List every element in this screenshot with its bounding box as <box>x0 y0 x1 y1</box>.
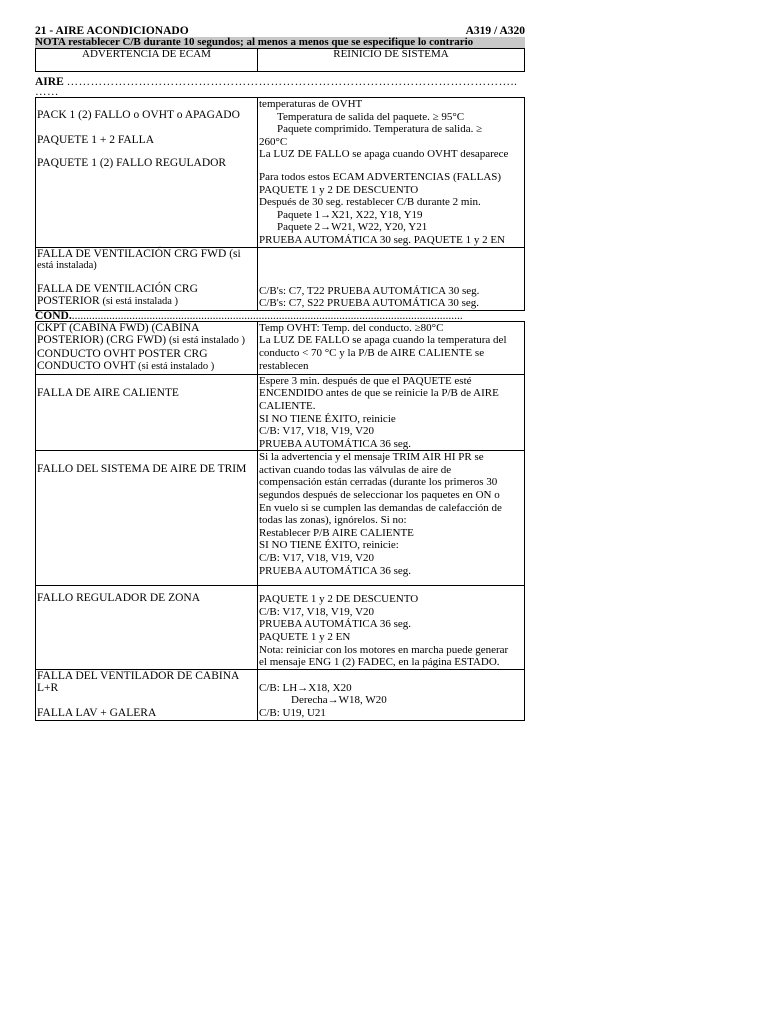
procedure-line: segundos después de seleccionar los paquetes en ON o <box>259 489 500 502</box>
table-row <box>36 321 525 374</box>
table-row <box>36 586 525 670</box>
warning-line: FALLO REGULADOR DE ZONA <box>37 592 201 605</box>
procedure-line: C/B's: C7, S22 PRUEBA AUTOMÁTICA 30 seg. <box>259 297 479 310</box>
procedure-line: PRUEBA AUTOMÁTICA 30 seg. PAQUETE 1 y 2 EN <box>259 233 505 246</box>
column-header-ecam: ADVERTENCIA DE ECAM <box>36 49 258 72</box>
warning-line: CKPT (CABINA FWD) (CABINA <box>37 321 200 334</box>
warning-line: FALLA DEL VENTILADOR DE CABINA <box>37 669 240 682</box>
warning-line: PAQUETE 1 (2) FALLO REGULADOR <box>37 157 227 169</box>
warning-line: está instalada) <box>37 260 97 272</box>
ecam-warning-cell <box>36 247 258 310</box>
procedure-line: todas las zonas), ignórelos. Si no: <box>259 514 407 527</box>
procedure-line: PAQUETE 1 y 2 DE DESCUENTO <box>259 593 419 606</box>
procedure-line: C/B: U19, U21 <box>259 706 326 719</box>
table-row <box>36 451 525 586</box>
ecam-warning-cell <box>36 374 258 451</box>
procedure-line: Paquete 2→W21, W22, Y20, Y21 <box>277 221 428 234</box>
procedure-line: C/B's: C7, T22 PRUEBA AUTOMÁTICA 30 seg. <box>259 284 480 297</box>
reset-procedure-cell <box>258 374 525 451</box>
procedure-line: Después de 30 seg. restablecer C/B durante 2 min. <box>259 196 481 209</box>
procedure-line: SI NO TIENE ÉXITO, reinicie <box>259 412 396 425</box>
column-header-table <box>35 48 525 72</box>
procedure-line: Temp OVHT: Temp. del conducto. ≥80°C <box>259 321 444 334</box>
table-row <box>36 247 525 310</box>
section-aire-label: AIRE <box>35 76 64 88</box>
ecam-warning-cell <box>36 586 258 670</box>
document-page <box>35 26 525 721</box>
procedure-line: el mensaje ENG 1 (2) FADEC, en la página ESTADO. <box>259 656 500 669</box>
warning-line: FALLO DEL SISTEMA DE AIRE DE TRIM <box>37 463 247 476</box>
section-cond-label: COND. <box>35 310 72 321</box>
warning-line: FALLA DE AIRE CALIENTE <box>37 386 179 399</box>
procedure-line: C/B: V17, V18, V19, V20 <box>259 425 375 438</box>
procedure-line: Restablecer P/B AIRE CALIENTE <box>259 526 414 539</box>
warning-line: POSTERIOR <box>37 295 100 308</box>
section-aire-dots: ………………………………………………………………………………………………….. <box>66 76 518 88</box>
reset-procedure-cell <box>258 321 525 374</box>
warning-line: FALLA LAV + GALERA <box>37 706 157 719</box>
table-row <box>36 374 525 451</box>
table-row <box>36 98 525 248</box>
procedure-line: Para todos estos ECAM ADVERTENCIAS (FALLAS) <box>259 170 502 183</box>
procedure-line: 260°C <box>259 135 288 148</box>
procedure-line: restablecen <box>259 359 309 372</box>
procedure-line: compensación están cerradas (durante los primeros 30 <box>259 476 498 489</box>
procedure-line: PAQUETE 1 y 2 DE DESCUENTO <box>259 183 419 196</box>
section-cond-dots: ........................................................................................................................................ <box>71 310 463 321</box>
procedure-line: Si la advertencia y el mensaje TRIM AIR HI PR se <box>259 451 484 464</box>
warning-line: L+R <box>37 682 59 695</box>
table-row <box>36 669 525 720</box>
procedure-line: PRUEBA AUTOMÁTICA 36 seg. <box>259 437 411 450</box>
warning-line: FALLA DE VENTILACIÓN CRG <box>37 282 198 295</box>
reset-procedure-cell <box>258 451 525 586</box>
ecam-warning-cell <box>36 451 258 586</box>
ecam-warning-cell <box>36 98 258 248</box>
procedure-line: Paquete 1→X21, X22, Y18, Y19 <box>277 208 423 221</box>
reset-procedure-cell <box>258 669 525 720</box>
aircraft-models: A319 / A320 <box>465 25 525 37</box>
procedure-line: C/B: LH→X18, X20 <box>259 681 352 694</box>
procedure-line: temperaturas de OVHT <box>259 98 363 110</box>
ecam-warning-cell <box>36 669 258 720</box>
procedure-line: Paquete comprimido. Temperatura de salida. ≥ <box>277 123 483 136</box>
warning-line: (si está instalado ) <box>138 361 215 373</box>
warning-line: (si está instalada ) <box>102 296 179 308</box>
procedure-line: La LUZ DE FALLO se apaga cuando la temperatura del <box>259 334 507 347</box>
procedure-line: conducto < 70 °C y la P/B de AIRE CALIENTE se <box>259 346 485 359</box>
warning-line: POSTERIOR) (CRG FWD) <box>37 334 167 347</box>
procedure-line: Temperatura de salida del paquete. ≥ 95°C <box>277 110 465 123</box>
reset-procedure-cell <box>258 98 525 248</box>
procedure-line: C/B: V17, V18, V19, V20 <box>259 552 375 565</box>
warning-line: CONDUCTO OVHT <box>37 360 136 373</box>
procedure-line: C/B: V17, V18, V19, V20 <box>259 605 375 618</box>
procedure-line: En vuelo si se cumplen las demandas de calefacción de <box>259 501 502 514</box>
cond-table <box>35 321 525 721</box>
procedure-line: Nota: reiniciar con los motores en marcha puede generar <box>259 643 509 656</box>
procedure-line: Derecha→W18, W20 <box>291 694 387 707</box>
general-note: NOTA restablecer C/B durante 10 segundos; al menos a menos que se especifique lo contrario <box>35 37 525 48</box>
procedure-line: Espere 3 min. después de que el PAQUETE esté <box>259 374 472 387</box>
procedure-line: PRUEBA AUTOMÁTICA 36 seg. <box>259 618 411 631</box>
procedure-line: PAQUETE 1 y 2 EN <box>259 631 351 643</box>
procedure-line: SI NO TIENE ÉXITO, reinicie: <box>259 539 399 552</box>
procedure-line: activan cuando todas las válvulas de aire de <box>259 463 452 476</box>
page-header <box>35 26 525 37</box>
warning-line: PACK 1 (2) FALLO o OVHT o APAGADO <box>37 109 240 121</box>
procedure-line: PRUEBA AUTOMÁTICA 36 seg. <box>259 564 411 577</box>
procedure-line: La LUZ DE FALLO se apaga cuando OVHT desaparece <box>259 148 509 161</box>
aire-table <box>35 97 525 311</box>
warning-line: (si está instalado ) <box>168 335 246 347</box>
ecam-warning-cell <box>36 321 258 374</box>
column-header-reset: REINICIO DE SISTEMA <box>258 49 525 72</box>
procedure-line: ENCENDIDO antes de que se reinicie la P/B de AIRE <box>259 387 499 400</box>
section-cond <box>35 311 525 321</box>
chapter-title: 21 - AIRE ACONDICIONADO <box>35 25 189 37</box>
warning-line: PAQUETE 1 + 2 FALLA <box>37 133 155 146</box>
section-aire <box>35 76 525 88</box>
reset-procedure-cell <box>258 247 525 310</box>
section-aire-dots-2: …… <box>35 88 59 97</box>
warning-line: FALLA DE VENTILACIÓN CRG FWD (si <box>37 247 241 260</box>
reset-procedure-cell <box>258 586 525 670</box>
warning-line: CONDUCTO OVHT POSTER CRG <box>37 347 208 360</box>
procedure-line: CALIENTE. <box>259 399 316 412</box>
